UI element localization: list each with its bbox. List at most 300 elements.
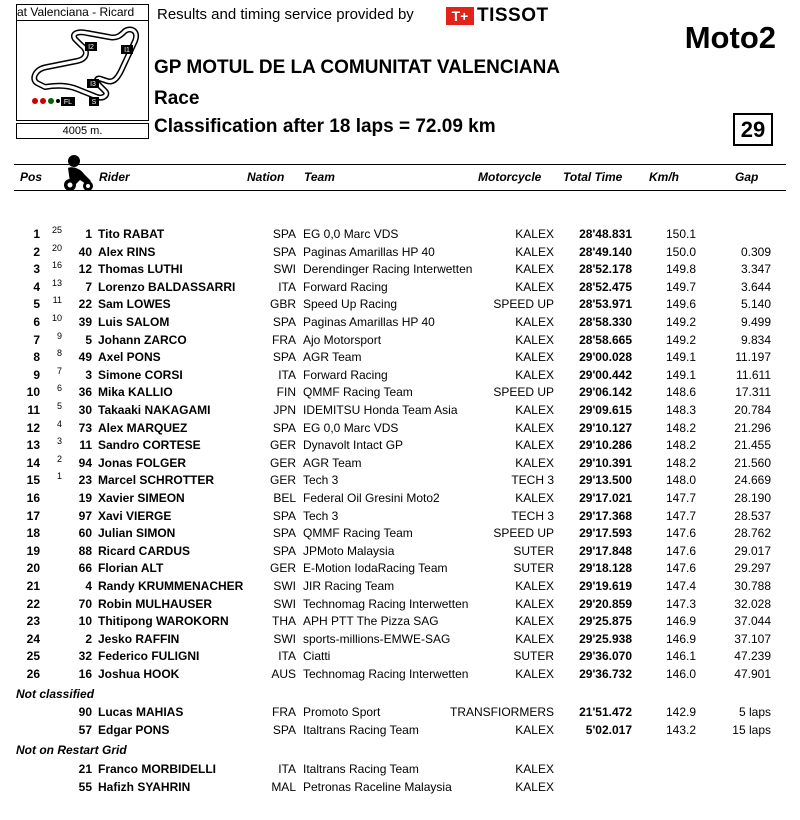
not-classified-title: Not classified (16, 687, 95, 701)
row-motorcycle: KALEX (515, 262, 554, 277)
table-row (0, 561, 800, 578)
row-total-time: 29'25.938 (579, 631, 632, 646)
row-total-time: 28'48.831 (579, 227, 632, 241)
row-motorcycle: KALEX (515, 455, 554, 470)
row-kmh: 150.0 (665, 244, 696, 259)
row-team: Tech 3 (303, 508, 339, 523)
table-row (0, 385, 800, 402)
row-kmh: 143.2 (665, 723, 696, 737)
row-motorcycle: SUTER (513, 561, 554, 576)
rider-icon (62, 154, 96, 192)
row-gap: 30.788 (734, 579, 771, 593)
row-team: QMMF Racing Team (303, 526, 413, 541)
row-number: 39 (78, 315, 92, 329)
row-nation: GER (269, 473, 296, 488)
map-label-fl: FL (63, 99, 73, 106)
row-kmh: 148.2 (665, 438, 696, 453)
not-restart-title: Not on Restart Grid (16, 743, 127, 757)
row-motorcycle: KALEX (515, 244, 554, 259)
circuit-map (16, 21, 149, 121)
row-team: JPMoto Malaysia (303, 543, 395, 558)
row-number: 3 (85, 367, 92, 382)
tissot-cross-icon: T+ (446, 7, 474, 25)
row-gap: 11.197 (735, 350, 771, 365)
row-total-time: 29'17.848 (579, 543, 632, 558)
row-total-time: 29'10.391 (579, 455, 632, 470)
row-points: 20 (51, 242, 62, 253)
row-gap: 32.028 (734, 596, 771, 611)
row-nation: ITA (278, 649, 296, 664)
row-team: Ajo Motorsport (303, 332, 382, 347)
row-nation: FIN (276, 385, 296, 400)
row-motorcycle: KALEX (515, 614, 554, 629)
class-name: Moto2 (684, 20, 776, 55)
row-motorcycle: KALEX (515, 631, 554, 646)
row-motorcycle: KALEX (515, 279, 554, 294)
provider-text: Results and timing service provided by (157, 6, 414, 23)
row-team: Petronas Raceline Malaysia (303, 780, 452, 794)
row-kmh: 147.6 (665, 543, 696, 558)
row-total-time: 28'52.475 (579, 279, 632, 294)
row-total-time: 29'18.128 (579, 561, 632, 576)
row-total-time: 29'36.070 (579, 649, 632, 664)
row-kmh: 146.1 (665, 649, 696, 664)
row-nation: ITA (278, 762, 296, 776)
row-number: 21 (78, 762, 92, 776)
row-gap: 28.190 (734, 491, 771, 505)
row-motorcycle: SPEED UP (493, 526, 554, 541)
row-team: EG 0,0 Marc VDS (303, 227, 399, 241)
row-number: 66 (78, 561, 92, 576)
row-pos: 25 (26, 649, 40, 664)
row-pos: 26 (26, 667, 40, 681)
row-number: 55 (78, 780, 92, 794)
row-number: 73 (78, 420, 92, 435)
row-total-time: 28'52.178 (579, 262, 632, 277)
row-rider: Axel PONS (98, 350, 161, 365)
table-row (0, 614, 800, 631)
table-row (0, 453, 800, 473)
row-gap: 11.611 (736, 367, 771, 382)
table-row (0, 597, 800, 614)
row-kmh: 142.9 (665, 705, 696, 719)
row-gap: 47.901 (734, 667, 771, 681)
row-rider: Alex MARQUEZ (98, 420, 188, 435)
row-gap: 24.669 (734, 473, 771, 488)
row-team: E-Motion IodaRacing Team (303, 561, 448, 576)
row-rider: Hafizh SYAHRIN (98, 780, 191, 794)
table-row (0, 723, 800, 740)
row-number: 57 (78, 723, 92, 737)
row-motorcycle: KALEX (515, 420, 554, 435)
row-number: 23 (78, 473, 92, 488)
row-rider: Xavier SIMEON (98, 491, 185, 505)
row-team: IDEMITSU Honda Team Asia (303, 403, 458, 417)
row-total-time: 29'00.028 (579, 350, 632, 365)
row-motorcycle: KALEX (515, 596, 554, 611)
row-nation: SWI (273, 631, 296, 646)
row-number: 1 (85, 227, 92, 241)
row-pos: 7 (33, 332, 40, 347)
row-number: 11 (79, 438, 92, 453)
row-total-time: 29'36.732 (579, 667, 632, 681)
row-nation: BEL (273, 491, 296, 505)
table-row (0, 473, 800, 490)
row-number: 5 (85, 332, 92, 347)
row-points: 11 (52, 295, 62, 306)
row-team: AGR Team (303, 455, 362, 470)
row-pos: 21 (26, 579, 40, 593)
row-gap: 28.537 (734, 508, 771, 523)
row-points: 16 (51, 260, 62, 271)
row-number: 60 (78, 526, 92, 541)
row-team: Promoto Sport (303, 705, 381, 719)
col-head-gap: Gap (735, 170, 759, 184)
row-gap: 9.834 (740, 332, 771, 347)
row-motorcycle: KALEX (515, 723, 554, 737)
row-number: 16 (78, 667, 92, 681)
table-row (0, 667, 800, 684)
row-nation: SPA (272, 350, 296, 365)
row-gap: 15 laps (732, 723, 771, 737)
row-rider: Sandro CORTESE (98, 438, 201, 453)
row-points: 8 (56, 348, 62, 359)
row-kmh: 148.6 (665, 385, 696, 400)
row-points: 5 (56, 401, 62, 411)
table-row (0, 649, 800, 666)
map-label-i2: I2 (88, 44, 94, 51)
page-number: 29 (733, 113, 773, 146)
row-number: 2 (85, 631, 92, 646)
col-head-total-time: Total Time (563, 170, 623, 184)
row-nation: JPN (273, 403, 296, 417)
row-motorcycle: SPEED UP (493, 385, 554, 400)
row-pos: 6 (33, 315, 40, 329)
row-total-time: 29'00.442 (579, 367, 632, 382)
row-rider: Marcel SCHROTTER (98, 473, 215, 488)
row-motorcycle: SUTER (513, 543, 554, 558)
row-nation: AUS (271, 667, 296, 681)
row-pos: 23 (26, 614, 40, 629)
row-nation: MAL (271, 780, 296, 794)
row-motorcycle: KALEX (515, 350, 554, 365)
row-number: 36 (78, 385, 92, 400)
row-team: Forward Racing (303, 367, 388, 382)
col-head-nation: Nation (247, 170, 285, 184)
row-points: 1 (56, 471, 62, 482)
row-rider: Federico FULIGNI (98, 649, 200, 664)
circuit-name: at Valenciana - Ricard (16, 4, 149, 21)
row-motorcycle: KALEX (515, 438, 554, 453)
tissot-logo (446, 6, 549, 26)
col-head-motorcycle: Motorcycle (478, 170, 542, 184)
row-pos: 12 (26, 420, 40, 435)
row-motorcycle: SPEED UP (493, 297, 554, 312)
row-kmh: 150.1 (665, 227, 696, 241)
table-row (0, 403, 800, 420)
circuit-length: 4005 m. (16, 123, 149, 139)
table-row (0, 330, 800, 350)
row-number: 94 (78, 455, 92, 470)
row-motorcycle: TRANSFIORMERS (449, 705, 554, 719)
circuit-box (16, 4, 149, 137)
row-motorcycle: KALEX (515, 491, 554, 505)
row-pos: 11 (27, 403, 40, 417)
row-number: 10 (78, 614, 92, 629)
row-gap: 0.309 (740, 244, 771, 259)
row-motorcycle: KALEX (515, 762, 554, 776)
row-total-time: 29'19.619 (579, 579, 632, 593)
row-team: APH PTT The Pizza SAG (303, 614, 439, 629)
row-kmh: 149.1 (665, 367, 696, 382)
row-kmh: 149.7 (665, 279, 696, 294)
row-nation: SWI (273, 579, 296, 593)
row-total-time: 29'10.127 (579, 420, 632, 435)
row-total-time: 29'09.615 (579, 403, 632, 417)
row-total-time: 29'25.875 (579, 614, 632, 629)
table-row (0, 705, 800, 722)
table-row (0, 277, 800, 297)
row-rider: Jesko RAFFIN (98, 631, 180, 646)
row-gap: 20.784 (734, 403, 771, 417)
row-team: EG 0,0 Marc VDS (303, 420, 399, 435)
row-pos: 3 (33, 262, 40, 277)
row-rider: Randy KRUMMENACHER (98, 579, 244, 593)
map-label-s: S (91, 99, 97, 106)
map-label-i3: I3 (90, 81, 96, 88)
row-number: 32 (78, 649, 92, 664)
row-rider: Thomas LUTHI (98, 262, 183, 277)
row-rider: Edgar PONS (98, 723, 170, 737)
row-rider: Luis SALOM (98, 315, 170, 329)
row-team: Forward Racing (303, 279, 388, 294)
row-gap: 9.499 (740, 315, 771, 329)
row-rider: Mika KALLIO (98, 385, 173, 400)
row-kmh: 148.3 (665, 403, 696, 417)
row-gap: 47.239 (734, 649, 771, 664)
row-points: 7 (56, 365, 62, 376)
row-rider: Sam LOWES (98, 297, 171, 312)
row-gap: 29.297 (734, 561, 771, 576)
row-team: Italtrans Racing Team (303, 762, 419, 776)
row-number: 12 (78, 262, 92, 277)
row-number: 88 (78, 543, 92, 558)
row-team: sports-millions-EMWE-SAG (303, 631, 451, 646)
row-number: 97 (78, 508, 92, 523)
row-kmh: 146.0 (665, 667, 696, 681)
row-gap: 37.044 (734, 614, 771, 629)
row-nation: SWI (273, 262, 296, 277)
classification-title: Classification after 18 laps = 72.09 km (154, 116, 496, 137)
row-nation: GBR (269, 297, 296, 312)
row-nation: ITA (278, 367, 296, 382)
table-row (0, 780, 800, 797)
table-row (0, 297, 800, 314)
row-number: 4 (85, 579, 92, 593)
row-kmh: 149.6 (665, 297, 696, 312)
row-gap: 21.296 (734, 420, 771, 435)
row-rider: Johann ZARCO (98, 332, 187, 347)
row-gap: 21.455 (734, 438, 771, 453)
col-head-rider: Rider (99, 170, 130, 184)
row-pos: 8 (33, 350, 40, 365)
event-name: GP MOTUL DE LA COMUNITAT VALENCIANA (154, 57, 561, 78)
row-kmh: 149.1 (665, 350, 696, 365)
table-row (0, 526, 800, 543)
row-kmh: 148.2 (665, 420, 696, 435)
row-nation: SWI (273, 596, 296, 611)
row-kmh: 148.2 (665, 455, 696, 470)
row-gap: 3.347 (740, 262, 771, 277)
row-rider: Lucas MAHIAS (98, 705, 184, 719)
row-pos: 22 (26, 596, 40, 611)
row-pos: 9 (33, 367, 40, 382)
row-kmh: 147.4 (665, 579, 696, 593)
row-total-time: 29'10.286 (579, 438, 632, 453)
row-rider: Alex RINS (98, 244, 156, 259)
row-total-time: 21'51.472 (579, 705, 632, 719)
row-nation: THA (272, 614, 296, 629)
row-motorcycle: KALEX (515, 315, 554, 329)
row-motorcycle: KALEX (515, 667, 554, 681)
row-team: Paginas Amarillas HP 40 (303, 315, 435, 329)
row-pos: 24 (26, 631, 40, 646)
row-number: 7 (85, 279, 92, 294)
row-kmh: 147.6 (665, 561, 696, 576)
row-total-time: 29'17.021 (579, 491, 632, 505)
row-rider: Robin MULHAUSER (98, 596, 212, 611)
row-pos: 1 (33, 227, 40, 241)
col-head-pos: Pos (20, 170, 43, 184)
map-label-i1: I1 (124, 47, 130, 54)
row-motorcycle: SUTER (513, 649, 554, 664)
row-total-time: 29'13.500 (579, 473, 632, 488)
row-motorcycle: KALEX (515, 332, 554, 347)
row-nation: SPA (272, 227, 296, 241)
row-total-time: 28'49.140 (579, 244, 632, 259)
table-row (0, 315, 800, 332)
row-points: 25 (51, 225, 62, 235)
session-name: Race (154, 88, 200, 109)
row-pos: 17 (26, 508, 40, 523)
row-team: QMMF Racing Team (303, 385, 413, 400)
row-total-time: 28'58.330 (579, 315, 632, 329)
table-row (0, 418, 800, 438)
row-rider: Simone CORSI (98, 367, 183, 382)
tissot-word: TISSOT (477, 5, 549, 26)
row-motorcycle: KALEX (515, 403, 554, 417)
table-row (0, 762, 800, 779)
row-rider: Jonas FOLGER (98, 455, 187, 470)
row-pos: 14 (26, 455, 40, 470)
row-nation: SPA (272, 244, 296, 259)
row-kmh: 147.6 (665, 526, 696, 541)
table-row (0, 242, 800, 262)
row-number: 49 (78, 350, 92, 365)
row-gap: 28.762 (734, 526, 771, 541)
row-pos: 15 (26, 473, 40, 488)
row-pos: 19 (26, 543, 40, 558)
table-row (0, 350, 800, 367)
row-rider: Ricard CARDUS (98, 543, 191, 558)
row-nation: GER (269, 438, 296, 453)
row-team: Technomag Racing Interwetten (303, 667, 469, 681)
row-pos: 18 (26, 526, 40, 541)
row-team: AGR Team (303, 350, 362, 365)
row-pos: 20 (26, 561, 40, 576)
row-total-time: 28'53.971 (579, 297, 632, 312)
row-motorcycle: KALEX (515, 579, 554, 593)
row-kmh: 147.7 (665, 508, 696, 523)
row-gap: 5.140 (740, 297, 771, 312)
row-motorcycle: TECH 3 (511, 508, 554, 523)
row-pos: 2 (33, 244, 40, 259)
row-number: 90 (78, 705, 92, 719)
row-pos: 16 (26, 491, 40, 505)
row-rider: Julian SIMON (98, 526, 176, 541)
row-kmh: 149.2 (665, 315, 696, 329)
row-total-time: 29'17.593 (579, 526, 632, 541)
row-points: 13 (51, 277, 62, 288)
row-points: 3 (56, 436, 62, 447)
row-team: Ciatti (303, 649, 331, 664)
row-team: Technomag Racing Interwetten (303, 596, 469, 611)
track-map-icon (17, 21, 148, 120)
row-team: Federal Oil Gresini Moto2 (303, 491, 440, 505)
row-nation: FRA (272, 705, 296, 719)
col-head-team: Team (304, 170, 335, 184)
table-row (0, 579, 800, 596)
row-kmh: 148.0 (665, 473, 696, 488)
row-motorcycle: KALEX (515, 227, 554, 241)
row-motorcycle: KALEX (515, 780, 554, 794)
row-nation: SPA (272, 315, 296, 329)
row-rider: Florian ALT (98, 561, 164, 576)
row-nation: SPA (272, 420, 296, 435)
row-total-time: 28'58.665 (579, 332, 632, 347)
row-gap: 5 laps (738, 705, 771, 719)
row-kmh: 149.8 (665, 262, 696, 277)
row-kmh: 147.7 (665, 491, 696, 505)
row-pos: 13 (26, 438, 40, 453)
table-row (0, 491, 800, 508)
row-gap: 29.017 (734, 543, 771, 558)
row-team: Speed Up Racing (303, 297, 398, 312)
row-nation: GER (269, 561, 296, 576)
row-kmh: 146.9 (665, 631, 696, 646)
row-number: 40 (78, 244, 92, 259)
row-rider: Takaaki NAKAGAMI (98, 403, 211, 417)
table-row (0, 438, 800, 455)
row-rider: Joshua HOOK (98, 667, 180, 681)
row-team: Paginas Amarillas HP 40 (303, 244, 435, 259)
row-team: Derendinger Racing Interwetten (303, 262, 473, 277)
row-points: 4 (56, 418, 62, 429)
row-gap: 17.311 (735, 385, 771, 400)
row-number: 30 (78, 403, 92, 417)
row-pos: 10 (26, 385, 40, 400)
row-gap: 37.107 (734, 631, 771, 646)
row-kmh: 147.3 (665, 596, 696, 611)
row-team: Italtrans Racing Team (303, 723, 419, 737)
table-row (0, 262, 800, 279)
row-kmh: 146.9 (665, 614, 696, 629)
row-gap: 3.644 (740, 279, 771, 294)
row-team: Dynavolt Intact GP (303, 438, 404, 453)
row-total-time: 5'02.017 (585, 723, 632, 737)
row-team: Tech 3 (303, 473, 339, 488)
table-row (0, 509, 800, 526)
